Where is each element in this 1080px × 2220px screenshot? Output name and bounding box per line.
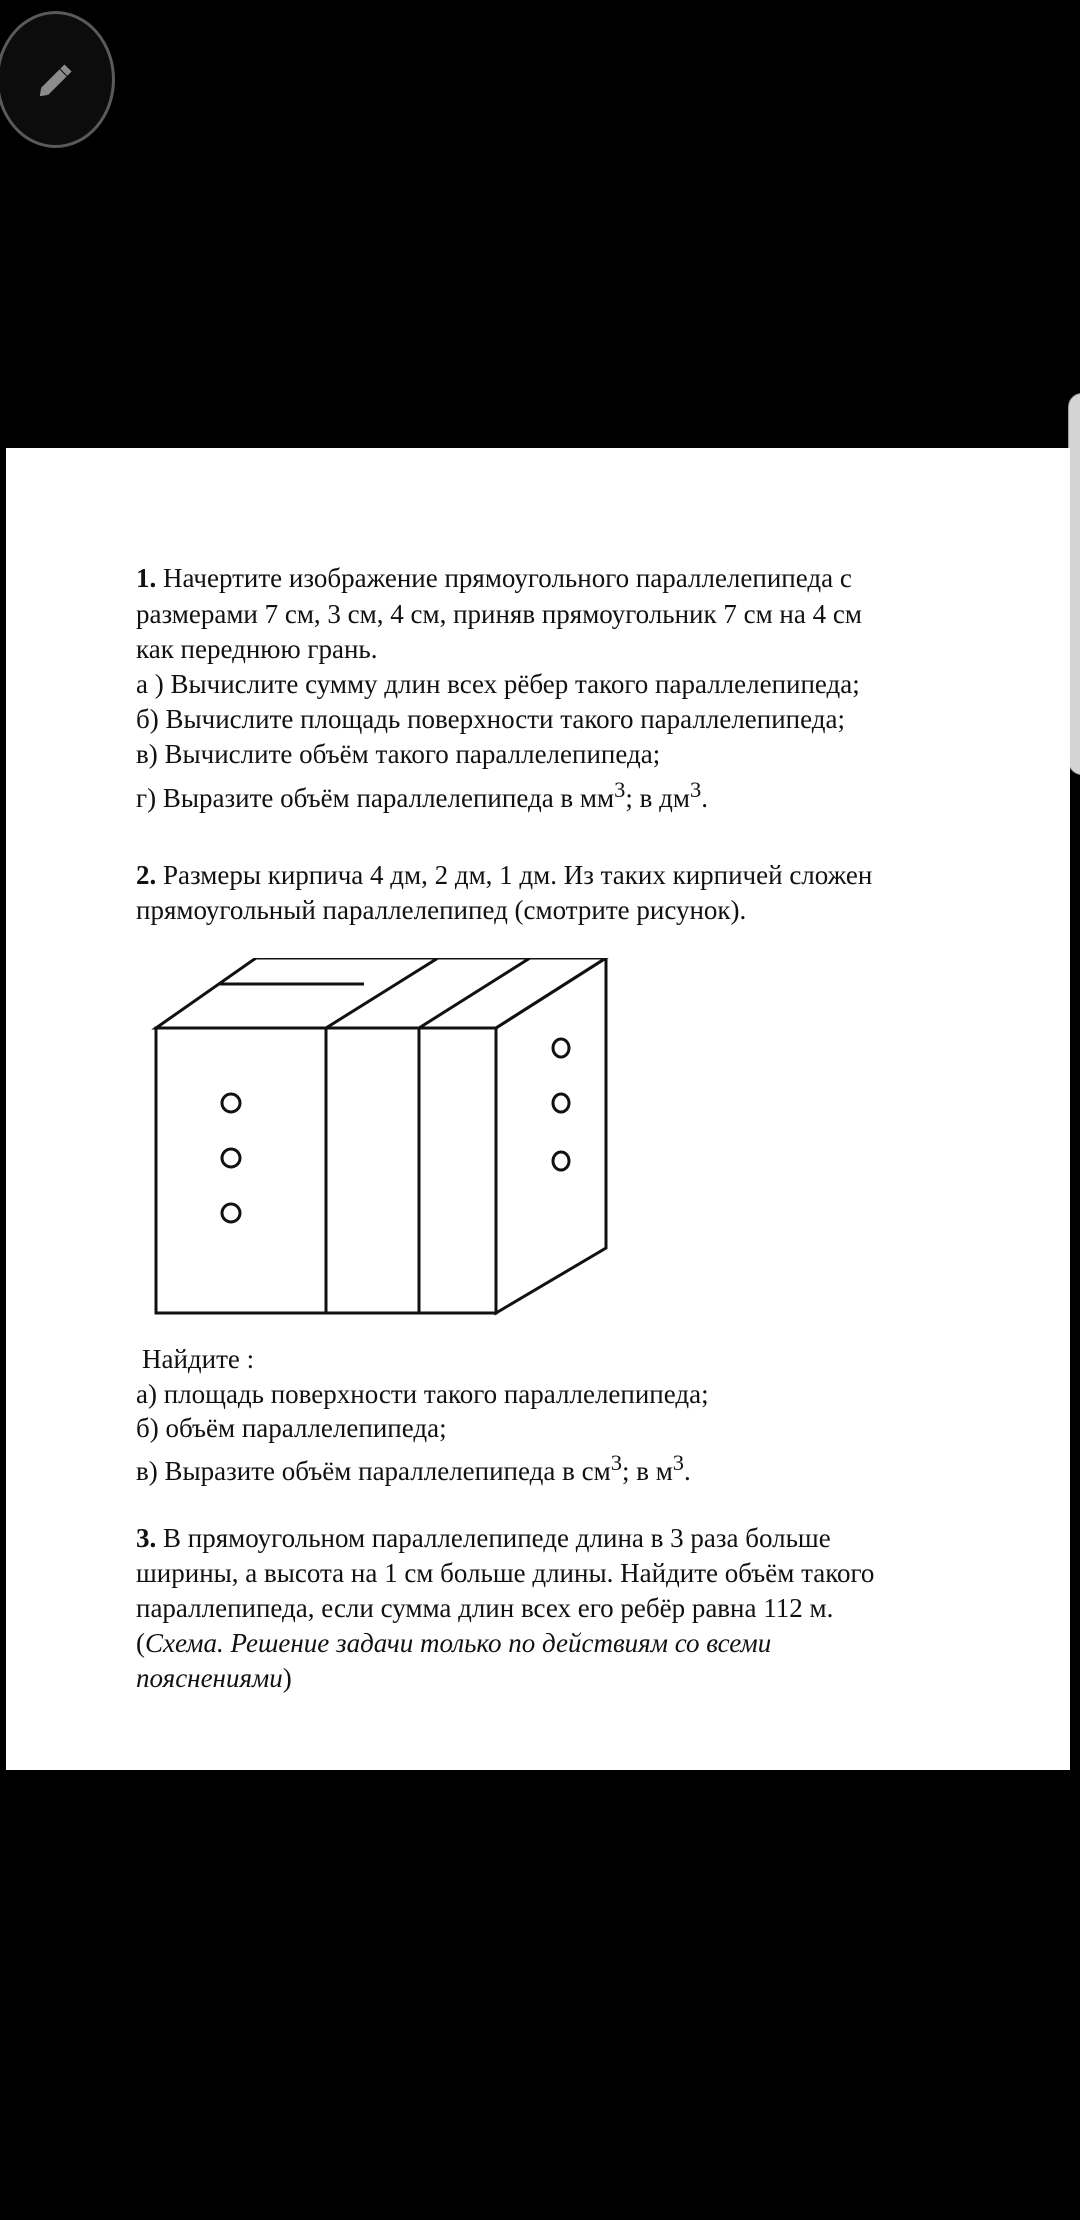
brick-hole	[222, 1149, 240, 1167]
problem3-line1: 3. В прямоугольном параллелепипеде длина в 3 раза больше	[136, 1523, 831, 1553]
document-page	[6, 448, 1070, 1770]
problem1-line2: размерами 7 см, 3 см, 4 см, приняв прямоугольник 7 см на 4 см	[136, 599, 862, 629]
problem1-item-a: а ) Вычислите сумму длин всех рёбер такого параллелепипеда;	[136, 669, 860, 699]
problem2-line2: прямоугольный параллелепипед (смотрите рисунок).	[136, 895, 747, 925]
side-face	[496, 958, 606, 1313]
problem1-item-v: в) Вычислите объём такого параллелепипеда;	[136, 739, 661, 769]
problem2-find-label: Найдите :	[142, 1344, 255, 1374]
problem2-item-b: б) объём параллелепипеда;	[136, 1413, 447, 1443]
problem1-number: 1.	[136, 563, 157, 593]
brick-hole	[222, 1204, 240, 1222]
problem1-line1: 1. Начертите изображение прямоугольного параллелепипеда с	[136, 563, 852, 593]
edit-button[interactable]	[0, 11, 115, 148]
problem2-item-v: в) Выразите объём параллелепипеда в $см^3$; в $м^3$.	[136, 1450, 691, 1486]
brick-hole	[553, 1094, 569, 1112]
problem2-line1: 2. Размеры кирпича 4 дм, 2 дм, 1 дм. Из таких кирпичей сложен	[136, 860, 873, 890]
problem1-item-g: г) Выразите объём параллелепипеда в $мм^3$; в $дм^3$.	[136, 777, 708, 813]
problem1-line3: как переднюю грань.	[136, 634, 378, 664]
problem2-number: 2.	[136, 860, 157, 890]
problem3-line2: ширины, а высота на 1 см больше длины. Найдите объём такого	[136, 1558, 875, 1588]
brick-hole	[553, 1039, 569, 1057]
problem3-number: 3.	[136, 1523, 157, 1553]
problem3-line4: (Схема. Решение задачи только по действиям со всеми	[136, 1628, 772, 1658]
problem1-item-b: б) Вычислите площадь поверхности такого параллелепипеда;	[136, 704, 845, 734]
pencil-icon	[32, 56, 80, 104]
brick-hole	[553, 1152, 569, 1170]
brick-parallelepiped-figure	[146, 958, 626, 1318]
brick-hole	[222, 1094, 240, 1112]
problem3-line5: пояснениями)	[136, 1663, 292, 1693]
brick-divider	[326, 958, 438, 1028]
problem2-item-a: а) площадь поверхности такого параллелепипеда;	[136, 1379, 709, 1409]
problem3-line3: параллепипеда, если сумма длин всех его ребёр равна 112 м.	[136, 1593, 834, 1623]
